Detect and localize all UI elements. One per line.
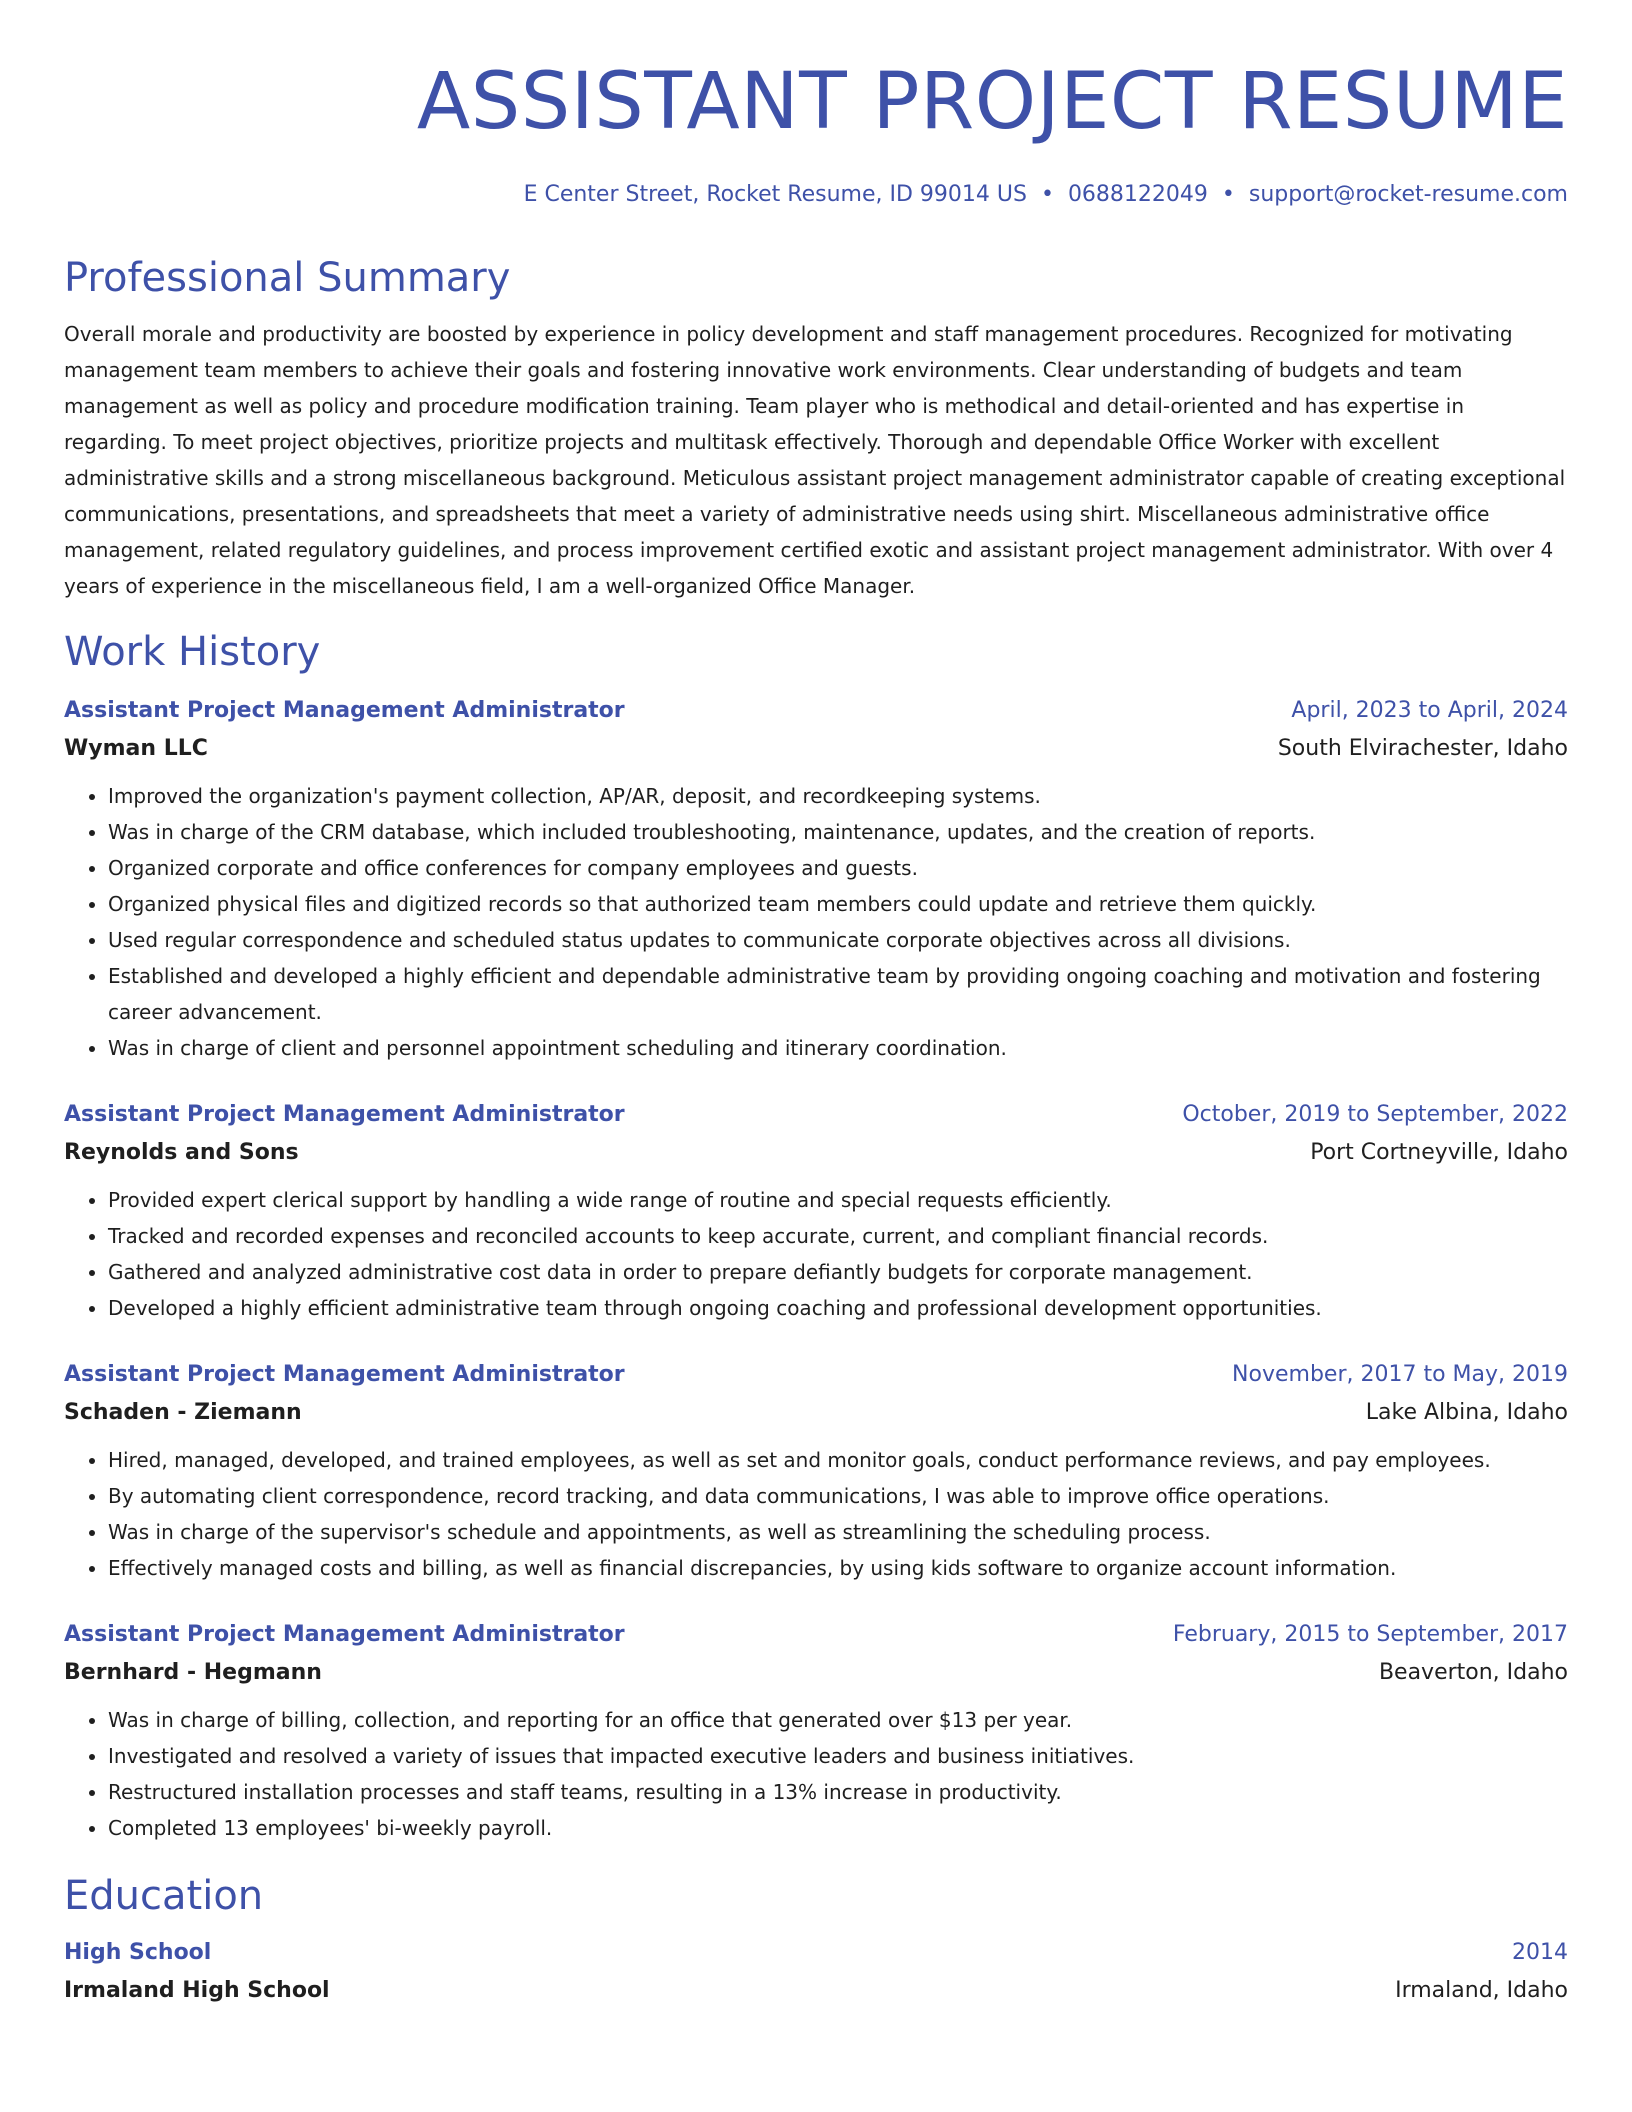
job-dates: November, 2017 to May, 2019 [1232, 1362, 1568, 1387]
work-history-list [64, 692, 1568, 1846]
job-bullet: • Provided expert clerical support by handling a wide range of routine and special requests efficiently. [108, 1182, 1568, 1218]
job-bullet-list [64, 1442, 1568, 1586]
job-header-row [64, 1616, 1568, 1654]
education-heading: Education [64, 1873, 264, 1919]
summary-text: Overall morale and productivity are boosted by experience in policy development and staff management procedures. Recognized for motivating management team members to achieve their goals and fostering innovative work environments. Clear understanding of budgets and team management as well as policy and procedure modification training. Team player who is methodical and detail-oriented and has expertise in regarding. To meet project objectives, prioritize projects and multitask effectively. Thorough and dependable Office Worker with excellent administrative skills and a strong miscellaneous background. Meticulous assistant project management administrator capable of creating exceptional communications, presentations, and spreadsheets that meet a variety of administrative needs using shirt. Miscellaneous administrative office management, related regulatory guidelines, and process improvement certified exotic and assistant project management administrator. With over 4 years of experience in the miscellaneous field, I am a well-organized Office Manager. [64, 322, 1566, 598]
resume-name: ASSISTANT PROJECT RESUME [416, 57, 1568, 147]
job-bullet: • Developed a highly efficient administrative team through ongoing coaching and professional development opportunities. [108, 1290, 1568, 1326]
job-title: Assistant Project Management Administrator [64, 1622, 625, 1647]
job-bullet: • Was in charge of the supervisor's schedule and appointments, as well as streamlining the scheduling process. [108, 1514, 1568, 1550]
job-header-row [64, 692, 1568, 730]
job-company: Schaden - Ziemann [64, 1400, 302, 1425]
education-year: 2014 [1512, 1940, 1568, 1965]
job-bullet: • Was in charge of client and personnel appointment scheduling and itinerary coordination. [108, 1030, 1568, 1066]
job-bullet: • Effectively managed costs and billing, as well as financial discrepancies, by using kids software to organize account information. [108, 1550, 1568, 1586]
job-title: Assistant Project Management Administrator [64, 1362, 625, 1387]
job-bullet: • Used regular correspondence and scheduled status updates to communicate corporate objectives across all divisions. [108, 922, 1568, 958]
job-bullet: • Investigated and resolved a variety of issues that impacted executive leaders and business initiatives. [108, 1738, 1568, 1774]
contact-separator: • [1040, 182, 1054, 207]
job-location: Port Cortneyville, Idaho [1310, 1140, 1568, 1165]
job-bullet: • Organized physical files and digitized records so that authorized team members could update and retrieve them quickly. [108, 886, 1568, 922]
summary-heading: Professional Summary [64, 255, 511, 301]
job-company-row [64, 1394, 1568, 1432]
job-bullet: • Completed 13 employees' bi-weekly payroll. [108, 1810, 1568, 1846]
job-title: Assistant Project Management Administrator [64, 1102, 625, 1127]
job-bullet: • By automating client correspondence, record tracking, and data communications, I was able to improve office operations. [108, 1478, 1568, 1514]
job-bullet: • Was in charge of billing, collection, and reporting for an office that generated over $13 per year. [108, 1702, 1568, 1738]
job-company-row [64, 1654, 1568, 1692]
job-entry [64, 692, 1568, 1066]
contact-phone: 0688122049 [1067, 182, 1208, 207]
job-dates: October, 2019 to September, 2022 [1182, 1102, 1568, 1127]
education-degree: High School [64, 1940, 212, 1965]
education-location: Irmaland, Idaho [1395, 1978, 1568, 2003]
contact-address: E Center Street, Rocket Resume, ID 99014 US [523, 182, 1027, 207]
job-title: Assistant Project Management Administrator [64, 698, 625, 723]
job-company-row [64, 1134, 1568, 1172]
contact-email[interactable]: support@rocket-resume.com [1248, 182, 1568, 207]
job-bullet: • Tracked and recorded expenses and reconciled accounts to keep accurate, current, and compliant financial records. [108, 1218, 1568, 1254]
job-bullet: • Improved the organization's payment collection, AP/AR, deposit, and recordkeeping systems. [108, 778, 1568, 814]
job-entry [64, 1096, 1568, 1326]
work-history-heading: Work History [64, 629, 321, 675]
job-bullet: • Gathered and analyzed administrative cost data in order to prepare defiantly budgets for corporate management. [108, 1254, 1568, 1290]
job-entry [64, 1616, 1568, 1846]
job-bullet: • Was in charge of the CRM database, which included troubleshooting, maintenance, updates, and the creation of reports. [108, 814, 1568, 850]
job-bullet: • Established and developed a highly efficient and dependable administrative team by providing ongoing coaching and motivation and fostering career advancement. [108, 958, 1568, 1030]
contact-line [64, 180, 1568, 210]
education-list [64, 1934, 1568, 2010]
job-location: South Elvirachester, Idaho [1277, 736, 1568, 761]
contact-separator: • [1221, 182, 1235, 207]
job-company-row [64, 730, 1568, 768]
resume-header [64, 0, 1568, 210]
job-entry [64, 1356, 1568, 1586]
job-bullet-list [64, 1702, 1568, 1846]
job-bullet-list [64, 1182, 1568, 1326]
education-school: Irmaland High School [64, 1978, 330, 2003]
job-company: Reynolds and Sons [64, 1140, 299, 1165]
education-school-row [64, 1972, 1568, 2010]
job-bullet: • Hired, managed, developed, and trained employees, as well as set and monitor goals, conduct performance reviews, and pay employees. [108, 1442, 1568, 1478]
job-dates: February, 2015 to September, 2017 [1172, 1622, 1568, 1647]
job-header-row [64, 1356, 1568, 1394]
education-header-row [64, 1934, 1568, 1972]
job-company: Bernhard - Hegmann [64, 1660, 322, 1685]
job-header-row [64, 1096, 1568, 1134]
job-dates: April, 2023 to April, 2024 [1291, 698, 1568, 723]
job-bullet: • Restructured installation processes and staff teams, resulting in a 13% increase in productivity. [108, 1774, 1568, 1810]
education-entry [64, 1934, 1568, 2010]
job-location: Lake Albina, Idaho [1365, 1400, 1568, 1425]
job-bullet: • Organized corporate and office conferences for company employees and guests. [108, 850, 1568, 886]
job-location: Beaverton, Idaho [1378, 1660, 1568, 1685]
job-bullet-list [64, 778, 1568, 1066]
job-company: Wyman LLC [64, 736, 208, 761]
